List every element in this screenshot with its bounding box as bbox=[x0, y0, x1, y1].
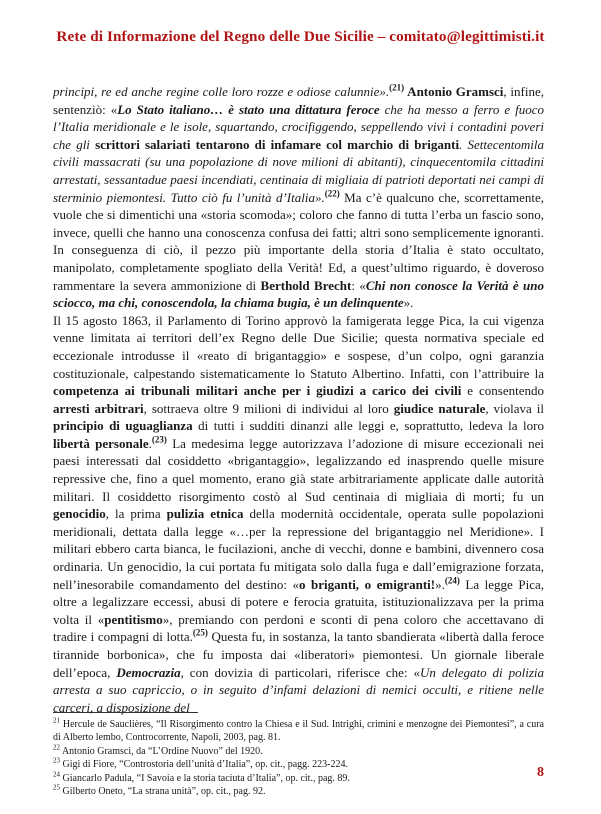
quote-emphasis: Chi non conosce la Verità è uno sciocco, ma chi, conoscendola, la chiama bugia, è un delinquente bbox=[53, 277, 544, 311]
footnote-text: Giancarlo Padula, “I Savoia e la storia taciuta d’Italia”, op. cit., pag. 89. bbox=[60, 772, 350, 784]
body-text bbox=[53, 83, 544, 716]
text-span: di tutti i sudditi dinanzi alle leggi e, soprattutto, ledeva la loro bbox=[192, 418, 544, 434]
text-emphasis: o briganti, o emigranti! bbox=[298, 576, 436, 592]
text-span: La medesima legge autorizzava l’adozione di misure eccezionali nei paesi interessati dal cosiddetto «brigantaggio», legalizzando ed inasprendo quelle misure repressive che, fino a quel momento, erano già state arbitrariamente applicate dalle autorità militari. Il cosiddetto risorgimento costò al Sud centinaia di migliaia di morti; fu un bbox=[53, 435, 545, 504]
text-span: , la prima bbox=[105, 506, 167, 522]
text-span: : « bbox=[351, 277, 366, 293]
text-span: ». bbox=[403, 295, 414, 311]
footnote bbox=[53, 772, 544, 785]
text-span: principi, re ed anche regine colle loro rozze e odiose calunnie». bbox=[53, 84, 390, 99]
footnote-ref-25: (25) bbox=[192, 628, 208, 639]
footnote bbox=[53, 745, 544, 758]
text-span: . Settecentomila civili massacrati (su una popolazione di nove milioni di abitanti), cinquecentomila cittadini arrestati, sessantadue paesi incendiati, centinaia di migliaia di patrioti deportati nei campi di sterminio piemontesi. Tutto ciò fu l’unità d’Italia». bbox=[53, 136, 544, 205]
footnote bbox=[53, 785, 544, 798]
footnote bbox=[53, 718, 544, 745]
text-span: , con dovizia di particolari, riferisce che: « bbox=[180, 664, 420, 680]
text-emphasis: pulizia etnica bbox=[166, 506, 244, 522]
text-span: Ma c’è qualcuno che, scorrettamente, vuole che si dimentichi una «storia scomoda»; coloro che fanno di tutta l’erba un fascio sono, invece, quelli che hanno una conoscenza confusa dei fatti; altri sono semplicemente ignoranti. In conseguenza di ciò, il pezzo più importante della storia d’Italia è stato occultato, manipolato, completamente spogliato della Verità! Ed, a quest’ultimo riguardo, è doveroso rammentare la severa ammonizione di bbox=[53, 189, 545, 293]
footnote-number: 25 bbox=[53, 783, 60, 792]
text-span: ». bbox=[435, 576, 445, 592]
quote-text: Un delegato di polizia arresta a suo capriccio, o in seguito d’infami delazioni di nemici occulti, e ritiene nelle carceri, a disposizione del bbox=[53, 664, 544, 715]
text-emphasis: arresti arbitrari bbox=[53, 400, 144, 416]
newspaper-title: Democrazia bbox=[116, 664, 181, 680]
text-span: , sottraeva oltre 9 milioni di individui al loro bbox=[143, 400, 394, 416]
text-emphasis: Berthold Brecht bbox=[260, 277, 352, 293]
footnote-ref-23: (23) bbox=[151, 434, 167, 445]
text-span: , violava il bbox=[485, 400, 544, 416]
text-emphasis: libertà personale bbox=[53, 435, 149, 451]
text-emphasis: principio di uguaglianza bbox=[53, 418, 193, 434]
footnote bbox=[53, 758, 544, 771]
text-span: , infine, sentenziò: « bbox=[53, 84, 544, 117]
footnote-number: 24 bbox=[53, 770, 60, 779]
text-span: e consentendo bbox=[461, 383, 544, 399]
footnote-ref-22: (22) bbox=[324, 188, 340, 199]
text-span: Questa fu, in sostanza, la tanto sbandierata «libertà dalla feroce tirannide borbonica», che fu imposta dai «liberatori» piemontesi. Un giornale liberale dell’epoca, bbox=[53, 629, 545, 680]
footnote-number: 21 bbox=[53, 716, 60, 725]
text-emphasis: giudice naturale bbox=[393, 400, 486, 416]
text-span: Il 15 agosto 1863, il Parlamento di Torino approvò la famigerata legge Pica, la cui vigenza venne limitata ai territori dell’ex Regno delle Due Sicilie; questa normativa speciale ed eccezionale introdusse il «reato di brigantaggio» e sospese, d’un colpo, ogni garanzia costituzionale, calpestando sistematicamente lo Statuto Albertino. Infatti, con l’attribuire la bbox=[53, 312, 544, 381]
footnotes bbox=[53, 718, 544, 798]
footnote-number: 22 bbox=[53, 743, 60, 752]
quote-emphasis: Lo Stato italiano… è stato una dittatura feroce bbox=[117, 101, 380, 117]
footnote-text: Hercule de Sauclières, “Il Risorgimento contro la Chiesa e il Sud. Intrighi, crimini e menzogne dei Piemontesi”, a cura di Alberto lembo, Controcorrente, Napoli, 2003, pag. 81. bbox=[53, 719, 544, 744]
text-emphasis: genocidio bbox=[53, 506, 106, 522]
footnote-number: 23 bbox=[53, 756, 60, 765]
text-span: La legge Pica, oltre a legalizzare eccessi, abusi di potere e ferocia gratuita, istituzionalizzava per la prima volta il « bbox=[53, 576, 544, 627]
footnote-ref-24: (24) bbox=[444, 575, 460, 586]
footnote-text: Gigi di Fiore, “Controstoria dell’unità d’Italia”, op. cit., pagg. 223-224. bbox=[60, 759, 348, 771]
text-emphasis: competenza ai tribunali militari anche per i giudizi a carico dei civili bbox=[53, 383, 462, 399]
footnote-separator bbox=[53, 712, 198, 713]
text-span: . bbox=[148, 435, 152, 451]
footnote-text: Gilberto Oneto, “La strana unità”, op. cit., pag. 92. bbox=[60, 786, 266, 798]
paragraph-1 bbox=[53, 83, 544, 312]
footnote-ref-21: (21) bbox=[389, 82, 405, 93]
page-header: Rete di Informazione del Regno delle Due Sicilie – comitato@legittimisti.it bbox=[56, 28, 545, 45]
footnote-text: Antonio Gramsci, da “L’Ordine Nuovo” del 1920. bbox=[60, 745, 263, 757]
text-span: che ha messo a ferro e fuoco l’Italia meridionale e le isole, squartando, crocifiggendo, seppellendo vivi i contadini poveri che gli bbox=[53, 101, 544, 152]
page-number: 8 bbox=[537, 765, 544, 780]
text-span: della modernità occidentale, operata sulle popolazioni meridionali, dettata dalla legge «…per la repressione del brigantaggio nel Meridione». I militari ebbero carta bianca, le fucilazioni, anche di vecchi, donne e bambini, divennero cosa ordinaria. Un genocidio, la cui portata fu mitigata solo dalla fuga e dall’emigrazione forzata, nell’inesorabile comandamento del destino: « bbox=[53, 506, 544, 592]
text-emphasis: scrittori salariati tentarono di infamare col marchio di briganti bbox=[95, 136, 460, 152]
text-span: », premiando con perdoni e sconti di pena coloro che accettavano di tradire i compagni di lotta. bbox=[53, 611, 545, 645]
text-span: Antonio Gramsci bbox=[404, 84, 504, 99]
paragraph-2 bbox=[53, 312, 544, 717]
text-emphasis: pentitismo bbox=[104, 611, 163, 627]
